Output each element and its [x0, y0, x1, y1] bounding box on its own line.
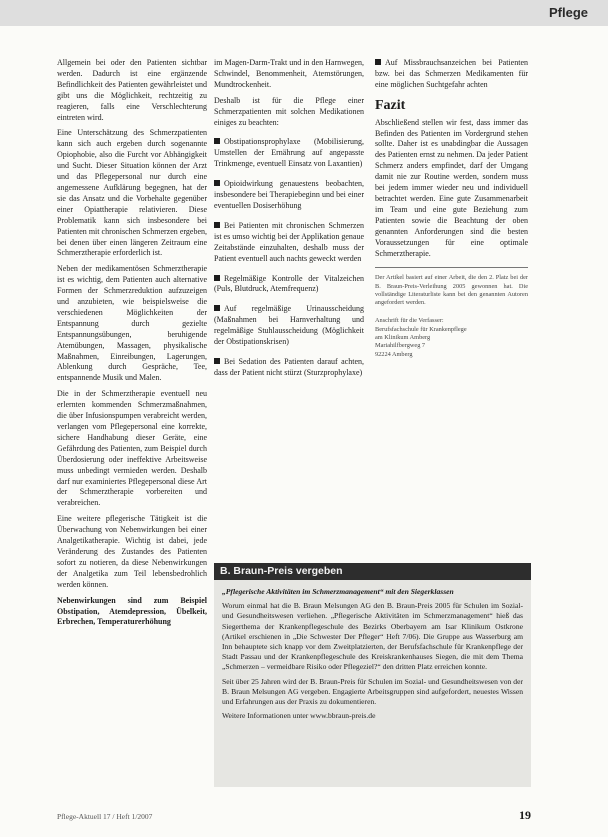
award-box	[214, 563, 531, 787]
bullet-text: Auf regelmäßige Urinausscheidung (Maßnahmen bei Harnverhaltung und regelmäßige Stuhlausscheidung (Möglichkeit der Obstipationskrisen)	[214, 304, 364, 347]
award-box-title: B. Braun-Preis vergeben	[214, 563, 531, 580]
journal-footer: Pflege-Aktuell 17 / Heft 1/2007	[57, 812, 153, 821]
bullet-item	[214, 221, 364, 265]
bullet-item	[214, 304, 364, 348]
paragraph: Deshalb ist für die Pflege einer Schmerzpatienten mit solchen Medikationen einiges zu beachten:	[214, 95, 364, 127]
bullet-square-icon	[214, 180, 220, 186]
fazit-heading: Fazit	[375, 97, 406, 113]
address-line: am Klinikum Amberg	[375, 334, 431, 342]
paragraph: Seit über 25 Jahren wird der B. Braun-Preis für Schulen im Sozial- und Gesundheitswesen von der B. Braun Melsungen AG vergeben. Engagierte Arbeitsgruppen sind aufgefordert, neuestes Wissen und Erfahrungen aus der Praxis zu dokumentieren.	[222, 676, 523, 707]
bullet-text: Auf Missbrauchsanzeichen bei Patienten bzw. bei das Schmerzen Medikamenten für eine möglichen Suchtgefahr achten	[375, 58, 528, 89]
address-line: Berufsfachschule für Krankenpflege	[375, 325, 467, 333]
bullet-square-icon	[214, 222, 220, 228]
bullet-square-icon	[214, 358, 220, 364]
section-label: Pflege	[548, 5, 588, 20]
info-link[interactable]: Weitere Informationen unter www.bbraun-preis.de	[222, 711, 376, 721]
bullet-item	[214, 137, 364, 170]
award-box-subtitle: „Pflegerische Aktivitäten im Schmerzmanagement“ mit den Siegerklassen	[222, 587, 454, 596]
address-line: Mariahilfbergweg 7	[375, 342, 426, 350]
paragraph: im Magen-Darm-Trakt und in den Harnwegen, Schwindel, Benommenheit, Atemstörungen, Mundtrockenheit.	[214, 58, 364, 89]
paragraph: Neben der medikamentösen Schmerztherapie ist es wichtig, dem Patienten auch alternative Formen der Schmerzreduktion aufzuzeigen und anzubieten, wie beispielsweise die verschiedenen Möglichkeiten der Entspannung durch gezielte Entspannungsübungen, beruhigende Atemübungen, Massagen, physikalische Maßnahmen, Einreibungen, Lagerungen, Ablenkung durch Gespräche, Tee, entspannende Musik und Malen.	[57, 264, 207, 383]
paragraph: Allgemein bei oder den Patienten sichtbar werden. Dadurch ist eine ergänzende Befindlichkeit des Patienten gewährleistet und gibt uns die Möglichkeit, rechtzeitig zu reagieren, falls eine Verschlechterung eintreten wird.	[57, 58, 207, 122]
bullet-square-icon	[214, 305, 220, 311]
author-address	[375, 317, 528, 359]
bullet-text: Regelmäßige Kontrolle der Vitalzeichen (Puls, Blutdruck, Atemfrequenz)	[214, 273, 364, 294]
bullet-square-icon	[214, 275, 220, 281]
fazit-paragraph: Abschließend stellen wir fest, dass immer das Befinden des Patienten im Vordergrund stehen sollte. Daher ist es unabdingbar die Aussagen des Patienten ernst zu nehmen. Da jeder Patient Schmerz anders empfindet, darf der Umgang damit nie zur Routine werden, sondern muss bei jedem immer wieder neu und individuell betrachtet werden. Eine gute Zusammenarbeit im Team und eine gute Beziehung zum Patienten sowie die Beachtung der oben genannten Anforderungen sind die besten Voraussetzungen für eine optimale Schmerztherapie.	[375, 117, 528, 258]
bullet-square-icon	[214, 138, 220, 144]
column-right	[375, 58, 528, 359]
paragraph: Eine Unterschätzung des Schmerzpatienten kann sich auch ergeben durch sogenannte Opiophobie, also die Furcht vor Abhängigkeit und Sucht. Dieser Situation können der Arzt und das Pflegepersonal nur durch eine angemessene Aufklärung begegnen, hat der sie das Ansatz und die Vorbehalte gegenüber einer Opiattherapie relativieren. Diese Problematik kann sich insbesondere bei Patienten mit chronischen Schmerzen ergeben, bei denen über einen längeren Zeitraum eine Schmerztherapie erforderlich ist.	[57, 128, 207, 258]
column-middle	[214, 58, 364, 388]
paragraph: Worum einmal hat die B. Braun Melsungen AG den B. Braun-Preis 2005 für Schulen im Sozial- und Gesundheitswesen verliehen. „Pflegerische Aktivitäten im Schmerzmanagement“ hieß das Siegerthema der Krankenpflegeschule des Bezirks Oberbayern am Isar Klinikum Ostkrone (Artikel erschienen in „Die Schwester Der Pfleger“ Heft 7/06). Die Gruppe aus Wasserburg am Inn behauptete sich knapp vor dem Zweitplatzierten, der Berufsfachschule für Krankenpflege der Stadt Passau und der Krankenpflegeschule des Kreiskrankenhauses Siegen, die mit dem Thema „Schmerzen – vermeidbare Risiko oder Pflegeziel?“ den dritten Platz erreichen konnte.	[222, 601, 523, 672]
paragraph: Die in der Schmerztherapie eventuell neu erlernten kommenden Schmerzmaßnahmen, die über Infusionspumpen verabreicht werden, verlangen vom Pflegepersonal eine korrekte, sichere Handhabung dieser Geräte, eine Gefährdung des Patienten, zum Beispiel durch Überdosierung oder ineffektive Arbeitsweise muss unbedingt vermieden werden. Deshalb darf nur examiniertes Pflegepersonal diese Art der Schmerztherapie vorbereiten und verabreichen.	[57, 389, 207, 508]
paragraph: Nebenwirkungen sind zum Beispiel Obstipation, Atemdepression, Übelkeit, Erbrechen, Temperaturerhöhung	[57, 595, 207, 627]
bullet-text: Bei Sedation des Patienten darauf achten, dass der Patient nicht stürzt (Sturzprophylaxe)	[214, 356, 364, 377]
bullet-text: Bei Patienten mit chronischen Schmerzen ist es umso wichtig bei der Applikation genaue Zeitabstände einzuhalten, deshalb muss der Patient eventuell auch nachts geweckt werden	[214, 220, 364, 263]
bullet-item	[375, 58, 528, 91]
paragraph: Eine weitere pflegerische Tätigkeit ist die Überwachung von Nebenwirkungen bei einer Analgetikatherapie. Wichtig ist dabei, jede Veränderung des Zustandes des Patienten sofort zu notieren, da diese Nebenwirkungen der Analgetika zum Teil lebensbedrohlich werden können.	[57, 514, 207, 589]
bullet-item	[214, 179, 364, 212]
bullet-square-icon	[375, 59, 381, 65]
award-box-body	[214, 580, 531, 721]
bullet-text: Opioidwirkung genauestens beobachten, insbesondere bei Therapiebeginn und bei einer eventuellen Dosiserhöhung	[214, 179, 364, 210]
address-line: Anschrift für die Verfasser:	[375, 317, 444, 325]
bullet-item	[214, 357, 364, 379]
page-number: 19	[519, 808, 531, 822]
header-band	[0, 0, 608, 26]
address-line: 92224 Amberg	[375, 350, 413, 358]
bullet-item	[214, 274, 364, 296]
bullet-text: Obstipationsprophylaxe (Mobilisierung, Umstellen der Ernährung auf angepasste Trinkmenge, eventuell Einsatz von Laxantien)	[214, 137, 364, 169]
column-left	[57, 58, 207, 633]
article-note: Der Artikel basiert auf einer Arbeit, die den 2. Platz bei der B. Braun-Preis-Verleihung 2005 gewonnen hat. Die vollständige Literaturliste kann bei den genannten Autoren angefordert werden.	[375, 267, 528, 307]
